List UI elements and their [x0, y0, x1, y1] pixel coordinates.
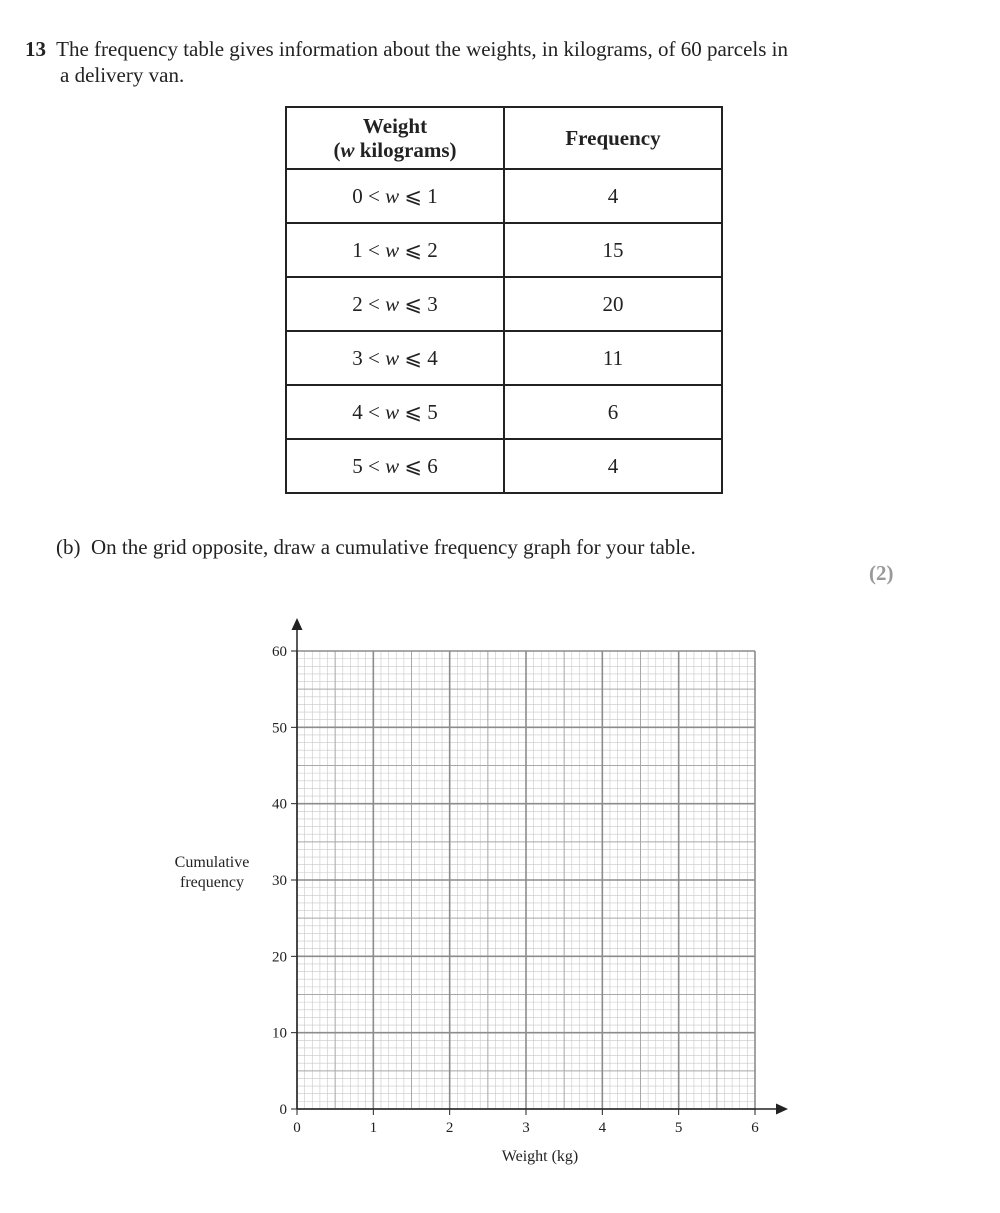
x-axis-label: Weight (kg): [501, 1148, 579, 1165]
x-tick-label: 5: [674, 1120, 683, 1136]
frequency-cell: 11: [504, 331, 722, 385]
x-tick-label: 6: [751, 1120, 759, 1136]
y-axis-arrow-icon: [292, 618, 303, 630]
y-tick-label: 40: [272, 796, 287, 813]
question-line-2: a delivery van.: [60, 63, 185, 87]
weight-interval-cell: 4 < w ⩽ 5: [286, 385, 504, 439]
frequency-cell: 6: [504, 385, 722, 439]
frequency-cell: 4: [504, 169, 722, 223]
question-text: The frequency table gives information about the weights, in kilograms, of 60 parcels in: [56, 37, 789, 61]
x-tick-label: 3: [522, 1120, 530, 1136]
weight-interval-cell: 5 < w ⩽ 6: [286, 439, 504, 493]
part-b-text: On the grid opposite, draw a cumulative frequency graph for your table.: [91, 535, 696, 559]
x-tick-label: 1: [369, 1120, 378, 1136]
weight-interval-cell: 1 < w ⩽ 2: [286, 223, 504, 277]
y-tick-label: 60: [272, 644, 287, 660]
frequency-column-header: Frequency: [504, 107, 722, 169]
y-tick-label: 30: [272, 873, 287, 889]
y-tick-label: 50: [272, 720, 287, 737]
frequency-cell: 15: [504, 223, 722, 277]
marks-badge: (2): [869, 561, 894, 585]
frequency-cell: 20: [504, 277, 722, 331]
x-tick-label: 4: [598, 1120, 607, 1136]
weight-interval-cell: 0 < w ⩽ 1: [286, 169, 504, 223]
question-number: 13: [25, 37, 46, 61]
y-tick-label: 0: [279, 1102, 287, 1118]
frequency-cell: 4: [504, 439, 722, 493]
weight-interval-cell: 2 < w ⩽ 3: [286, 277, 504, 331]
x-tick-label: 0: [293, 1120, 301, 1136]
weight-column-header: Weight (w kilograms): [286, 107, 504, 169]
x-tick-label: 2: [445, 1120, 454, 1136]
part-b-label: (b): [56, 535, 81, 559]
y-axis-label: Cumulative frequency: [174, 854, 250, 891]
weight-interval-cell: 3 < w ⩽ 4: [286, 331, 504, 385]
y-tick-label: 20: [272, 949, 287, 966]
x-axis-arrow-icon: [776, 1104, 788, 1115]
y-tick-label: 10: [272, 1025, 287, 1042]
